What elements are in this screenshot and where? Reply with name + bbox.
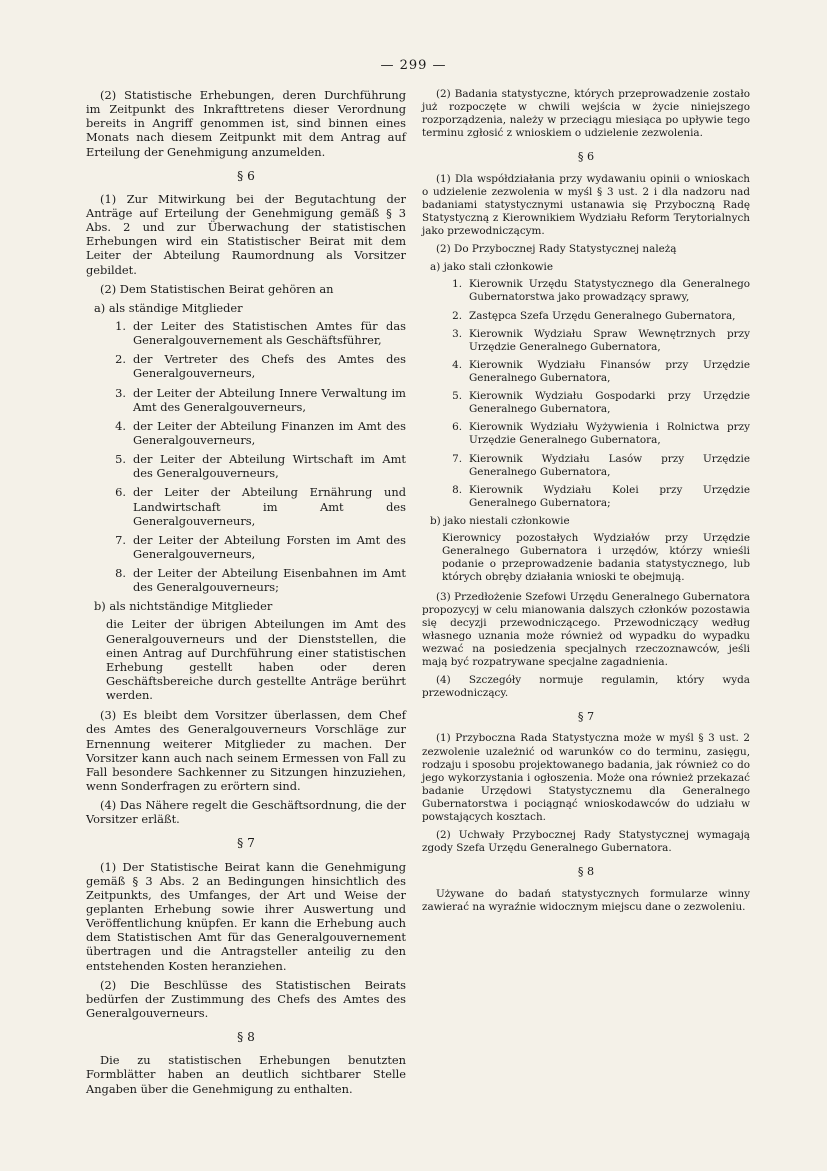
polish-section-7-heading: § 7 [577,710,595,724]
german-s6-paragraph-4: (4) Das Nähere regelt die Geschäftsordnung, die der Vorsitzer erläßt. [86,798,406,827]
polish-intro-paragraph: (2) Badania statystyczne, których przeprowadzenie zostało już rozpoczęte w chwili wejścia w życie niniejszego rozporządzenia, należy w przeciągu miesiąca po upływie tego terminu zgłosić z wnioskiem o udzielenie zezwolenia. [422,88,750,140]
list-item-text: Kierownik Wydziału Kolei przy Urzędzie Generalnego Gubernatora; [469,483,750,509]
list-item [86,419,406,447]
list-item [422,421,750,447]
german-a-text: als ständige Mitglieder [108,300,243,315]
german-s6-paragraph-3: (3) Es bleibt dem Vorsitzer überlassen, dem Chef des Amtes des Generalgouverneurs Vorschläge zur Ernennung weiterer Mitglieder zu machen. Der Vorsitzer kann auch nach seinem Ermessen von Fall zu Fall besondere Sachkenner zu Sitzungen hinzuziehen, wenn Sonderfragen zu erörtern sind. [86,708,406,794]
polish-a-text: jako stali członkowie [443,261,554,274]
polish-s7-paragraph-1: (1) Przyboczna Rada Statystyczna może w myśl § 3 ust. 2 zezwolenie uzależnić od warunków co do terminu, zasięgu, rodzaju i sposobu projektowanego badania, jak również co do jego wykorzystania i ogłoszenia. Może ona również przekazać badanie Urzędowi Statystycznemu dla Generalnego Gubernatorstwa i pociągnąć wnioskodawców do udziału w powstających kosztach. [422,732,750,824]
list-item [86,319,406,347]
list-item-number: 7. [115,532,126,547]
list-item [422,453,750,479]
list-item-text: der Leiter des Statistischen Amtes für das Generalgouvernement als Geschäftsführer, [133,318,406,348]
polish-s6-paragraph-2: (2) Do Przybocznej Rady Statystycznej należą [436,243,677,256]
list-item-number: 2. [115,352,126,367]
polish-s6-subsection-a [422,261,750,274]
list-item [86,452,406,480]
list-item [422,359,750,385]
polish-b-description: Kierownicy pozostałych Wydziałów przy Urzędzie Generalnego Gubernatora i urzędów, którzy wnieśli podanie o przeprowadzenie badania statystycznego, lub których obręby działania wnioski te obejmują. [442,532,750,584]
list-item-text: der Leiter der Abteilung Finanzen im Amt des Generalgouverneurs, [133,418,406,447]
list-item-number: 4. [452,358,462,371]
list-item-text: der Leiter der Abteilung Ernährung und Landwirtschaft im Amt des Generalgouverneurs, [133,485,406,528]
list-item-text: Kierownik Wydziału Spraw Wewnętrznych przy Urzędzie Generalnego Gubernatora, [469,327,750,353]
polish-section-8-heading: § 8 [577,865,595,879]
polish-section-6-heading: § 6 [577,150,595,164]
polish-s6-subsection-b [422,515,750,528]
polish-s8-paragraph-1: Używane do badań statystycznych formularze winny zawierać na wyraźnie widocznym miejscu dane o zezwoleniu. [422,887,750,913]
list-item-number: 1. [452,278,462,291]
german-s6-subsection-a [86,301,406,315]
german-intro-paragraph: (2) Statistische Erhebungen, deren Durchführung im Zeitpunkt des Inkrafttretens dieser Verordnung bereits in Angriff genommen ist, sind binnen eines Monats nach diesem Zeitpunkt mit dem Antrag auf Erteilung der Genehmigung anzumelden. [86,88,406,159]
list-item [422,484,750,510]
list-item [422,390,750,416]
list-item [86,386,406,414]
list-item-text: Kierownik Wydziału Wyżywienia i Rolnictwa przy Urzędzie Generalnego Gubernatora, [469,421,750,447]
german-section-8-heading: § 8 [237,1030,255,1045]
list-item [422,278,750,304]
polish-s6-paragraph-1: (1) Dla współdziałania przy wydawaniu opinii o wnioskach o udzielenie zezwolenia w myśl § 3 ust. 2 i dla nadzoru nad badaniami statystycznymi ustanawia się Przyboczną Radę Statystyczną z Kierownikiem Wydziału Reform Terytorialnych jako przewodniczącym. [422,172,750,237]
list-item-number: 6. [452,421,462,434]
polish-b-text: jako niestali członkowie [444,514,570,527]
list-item-text: Kierownik Wydziału Finansów przy Urzędzie Generalnego Gubernatora, [469,358,750,384]
list-item-number: 6. [115,485,126,500]
german-section-6-heading: § 6 [237,168,255,183]
list-item-number: 3. [452,327,462,340]
page-number: — 299 — [380,58,447,73]
list-item [86,566,406,594]
list-item [86,485,406,527]
list-item-number: 4. [115,418,126,433]
german-a-label: a) [94,300,106,315]
polish-s6-paragraph-4: (4) Szczegóły normuje regulamin, który wyda przewodniczący. [422,674,750,700]
polish-b-label: b) [430,514,441,527]
list-item-text: Kierownik Urzędu Statystycznego dla Generalnego Gubernatorstwa jako prowadzący sprawy, [469,278,750,304]
list-item-text: Kierownik Wydziału Lasów przy Urzędzie Generalnego Gubernatora, [469,452,750,478]
list-item-number: 2. [452,309,462,322]
german-b-label: b) [94,599,106,614]
list-item-text: der Leiter der Abteilung Eisenbahnen im Amt des Generalgouverneurs; [133,566,406,595]
polish-a-label: a) [430,261,441,274]
german-column [86,88,406,1101]
list-item-text: der Leiter der Abteilung Wirtschaft im Amt des Generalgouverneurs, [133,452,406,481]
list-item [86,533,406,561]
german-s8-paragraph-1: Die zu statistischen Erhebungen benutzten Formblätter haben an deutlich sichtbarer Stelle Angaben über die Genehmigung zu enthalten. [86,1053,406,1096]
list-item-number: 7. [452,452,462,465]
list-item-number: 3. [115,385,126,400]
german-member-list [86,319,406,594]
list-item-number: 1. [115,318,126,333]
list-item-text: der Leiter der Abteilung Innere Verwaltung im Amt des Generalgouverneurs, [133,385,406,414]
german-s7-paragraph-2: (2) Die Beschlüsse des Statistischen Beirats bedürfen der Zustimmung des Chefs des Amtes des Generalgouverneurs. [86,977,406,1020]
german-s7-paragraph-1: (1) Der Statistische Beirat kann die Genehmigung gemäß § 3 Abs. 2 an Bedingungen hinsichtlich des Zeitpunkts, des Umfanges, der Art und Weise der geplanten Erhebung sowie ihrer Auswertung und Veröffentlichung knüpfen. Er kann die Erhebung auch dem Statistischen Amt für das Generalgouvernement übertragen und die Antragsteller anteilig zu den entstehenden Kosten heranziehen. [86,859,406,973]
polish-s6-paragraph-3: (3) Przedłożenie Szefowi Urzędu Generalnego Gubernatora propozycyj w celu mianowania dalszych członków pozostawia się decyzji przewodniczącego. Przewodniczący według własnego uznania może również od wypadku do wypadku wezwać na posiedzenia specjalnych rzeczoznawców, jeśli mają być rozpatrywane specjalne zagadnienia. [422,590,750,669]
list-item-text: Kierownik Wydziału Gospodarki przy Urzędzie Generalnego Gubernatora, [469,390,750,416]
list-item-number: 8. [115,566,126,581]
list-item-number: 5. [452,390,462,403]
polish-column [422,88,750,919]
list-item-number: 5. [115,452,126,467]
german-s6-paragraph-1: (1) Zur Mitwirkung bei der Begutachtung der Anträge auf Erteilung der Genehmigung gemäß § 3 Abs. 2 und zur Überwachung der statistischen Erhebungen wird ein Statistischer Beirat mit dem Leiter der Abteilung Raumordnung als Vorsitzer gebildet. [86,191,406,277]
german-s6-subsection-b [86,599,406,613]
list-item-text: Zastępca Szefa Urzędu Generalnego Gubernatora, [469,309,736,322]
list-item-text: der Leiter der Abteilung Forsten im Amt des Generalgouverneurs, [133,532,406,561]
polish-s7-paragraph-2: (2) Uchwały Przybocznej Rady Statystycznej wymagają zgody Szefa Urzędu Generalnego Gubernatora. [422,829,750,855]
german-s6-paragraph-2: (2) Dem Statistischen Beirat gehören an [100,281,334,296]
german-b-description: die Leiter der übrigen Abteilungen im Amt des Generalgouverneurs und der Dienststellen, die einen Antrag auf Durchführung einer statistischen Erhebung gestellt haben oder deren Geschäftsbereiche durch gestellte Anträge berührt werden. [106,617,406,703]
list-item-number: 8. [452,483,462,496]
list-item-text: der Vertreter des Chefs des Amtes des Generalgouverneurs, [133,352,406,381]
polish-member-list [422,278,750,510]
list-item [86,352,406,380]
german-b-text: als nichtständige Mitglieder [109,599,273,614]
list-item [422,328,750,354]
german-section-7-heading: § 7 [237,836,255,851]
list-item [422,310,750,323]
